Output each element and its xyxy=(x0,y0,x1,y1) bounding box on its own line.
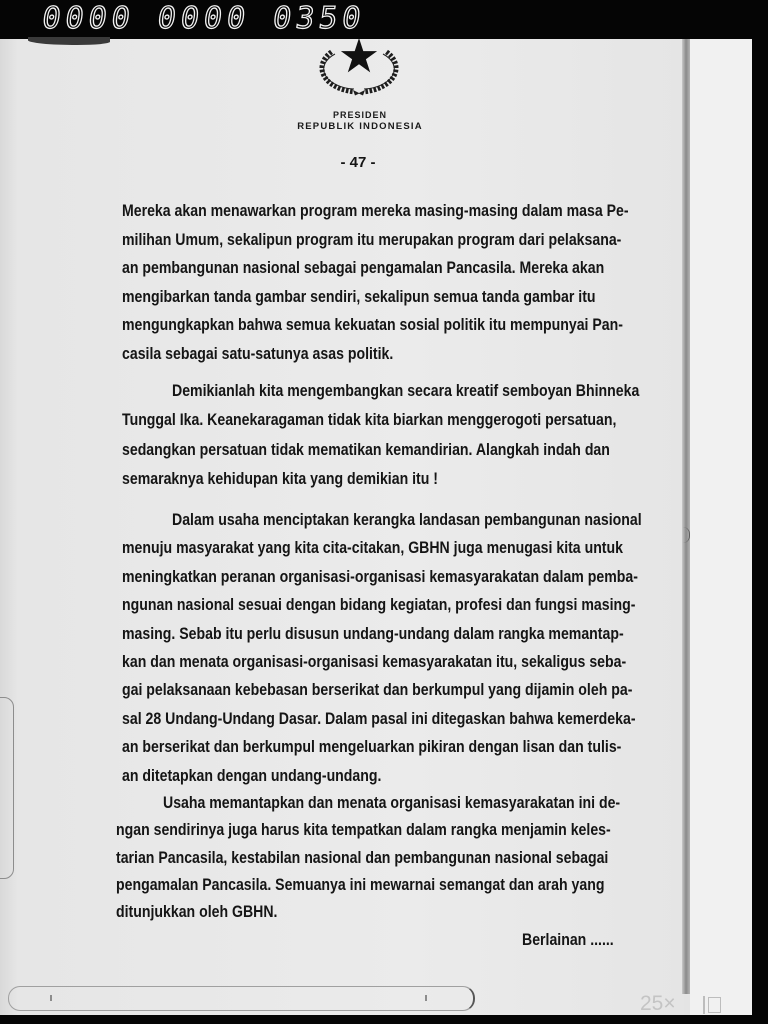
paragraph-line: Usaha memantapkan dan menata organisasi kemasyarakatan ini de- xyxy=(163,794,621,812)
paragraph-line: ngan sendirinya juga harus kita tempatkan dalam rangka menjamin keles- xyxy=(116,821,611,840)
paragraph-line: tarian Pancasila, kestabilan nasional dan pembangunan nasional sebagai xyxy=(116,848,609,867)
paragraph-line: milihan Umum, sekalipun program itu merupakan program dari pelaksana- xyxy=(122,230,622,249)
film-right-border xyxy=(752,0,768,1024)
paragraph-line: ditunjukkan oleh GBHN. xyxy=(116,903,278,922)
film-edge-tick xyxy=(50,995,52,1001)
film-bottom-border xyxy=(0,1015,768,1024)
paragraph-line: Demikianlah kita mengembangkan secara kreatif semboyan Bhinneka xyxy=(172,382,640,400)
paragraph xyxy=(122,506,722,790)
page-number: - 47 - xyxy=(340,154,376,171)
reduction-mark-bar xyxy=(703,996,705,1014)
film-edge-artifact xyxy=(8,986,475,1011)
paragraph xyxy=(116,790,716,926)
paragraph-line: Dalam usaha menciptakan kerangka landasan pembangunan nasional xyxy=(172,511,642,529)
letterhead-title-line1: PRESIDEN xyxy=(332,110,387,120)
film-frame-number: 0000 0000 0350 xyxy=(40,1,368,36)
presidential-emblem-icon xyxy=(318,36,402,96)
paragraph xyxy=(122,197,722,369)
paragraph-line: semaraknya kehidupan kita yang demikian itu ! xyxy=(122,469,438,488)
paragraph-line: meningkatkan peranan organisasi-organisasi kemasyarakatan dalam pemba- xyxy=(122,567,638,586)
paragraph-line: Mereka akan menawarkan program mereka masing-masing dalam masa Pe- xyxy=(122,202,629,220)
continuation-catchword: Berlainan ...... xyxy=(522,931,614,949)
paragraph-line: Tunggal Ika. Keanekaragaman tidak kita biarkan menggerogoti persatuan, xyxy=(122,411,617,430)
reduction-ratio-label: 25× xyxy=(640,992,676,1015)
paragraph-line: menuju masyarakat yang kita cita-citakan, GBHN juga menugasi kita untuk xyxy=(122,539,623,558)
paragraph-line: ngunan nasional sesuai dengan bidang kegiatan, profesi dan fungsi masing- xyxy=(122,596,636,615)
paragraph xyxy=(122,377,722,494)
paragraph-line: an berserikat dan berkumpul mengeluarkan pikiran dengan lisan dan tulis- xyxy=(122,738,622,757)
paragraph-line: pengamalan Pancasila. Semuanya ini mewarnai semangat dan arah yang xyxy=(116,875,605,894)
paragraph-line: sal 28 Undang-Undang Dasar. Dalam pasal ini ditegaskan bahwa kemerdeka- xyxy=(122,709,636,728)
binder-tab-outline xyxy=(0,697,14,879)
paragraph-line: mengungkapkan bahwa semua kekuatan sosial politik itu mempunyai Pan- xyxy=(122,316,623,335)
paragraph-line: mengibarkan tanda gambar sendiri, sekalipun semua tanda gambar itu xyxy=(122,287,596,306)
reduction-mark-box xyxy=(708,997,721,1013)
paragraph-line: an pembangunan nasional sebagai pengamalan Pancasila. Mereka akan xyxy=(122,259,605,278)
paragraph-line: sedangkan persatuan tidak mematikan kemandirian. Alangkah indah dan xyxy=(122,440,610,459)
paragraph-line: kan dan menata organisasi-organisasi kemasyarakatan itu, sekaligus seba- xyxy=(122,653,627,672)
letterhead-title-line2: REPUBLIK INDONESIA xyxy=(297,121,423,132)
paragraph-line: gai pelaksanaan kebebasan berserikat dan berkumpul yang dijamin oleh pa- xyxy=(122,681,633,700)
paragraph-line: casila sebagai satu-satunya asas politik. xyxy=(122,344,394,363)
paragraph-line: masing. Sebab itu perlu disusun undang-undang dalam rangka memantap- xyxy=(122,624,624,643)
film-edge-tick xyxy=(425,995,427,1001)
paragraph-line: an ditetapkan dengan undang-undang. xyxy=(122,766,382,785)
